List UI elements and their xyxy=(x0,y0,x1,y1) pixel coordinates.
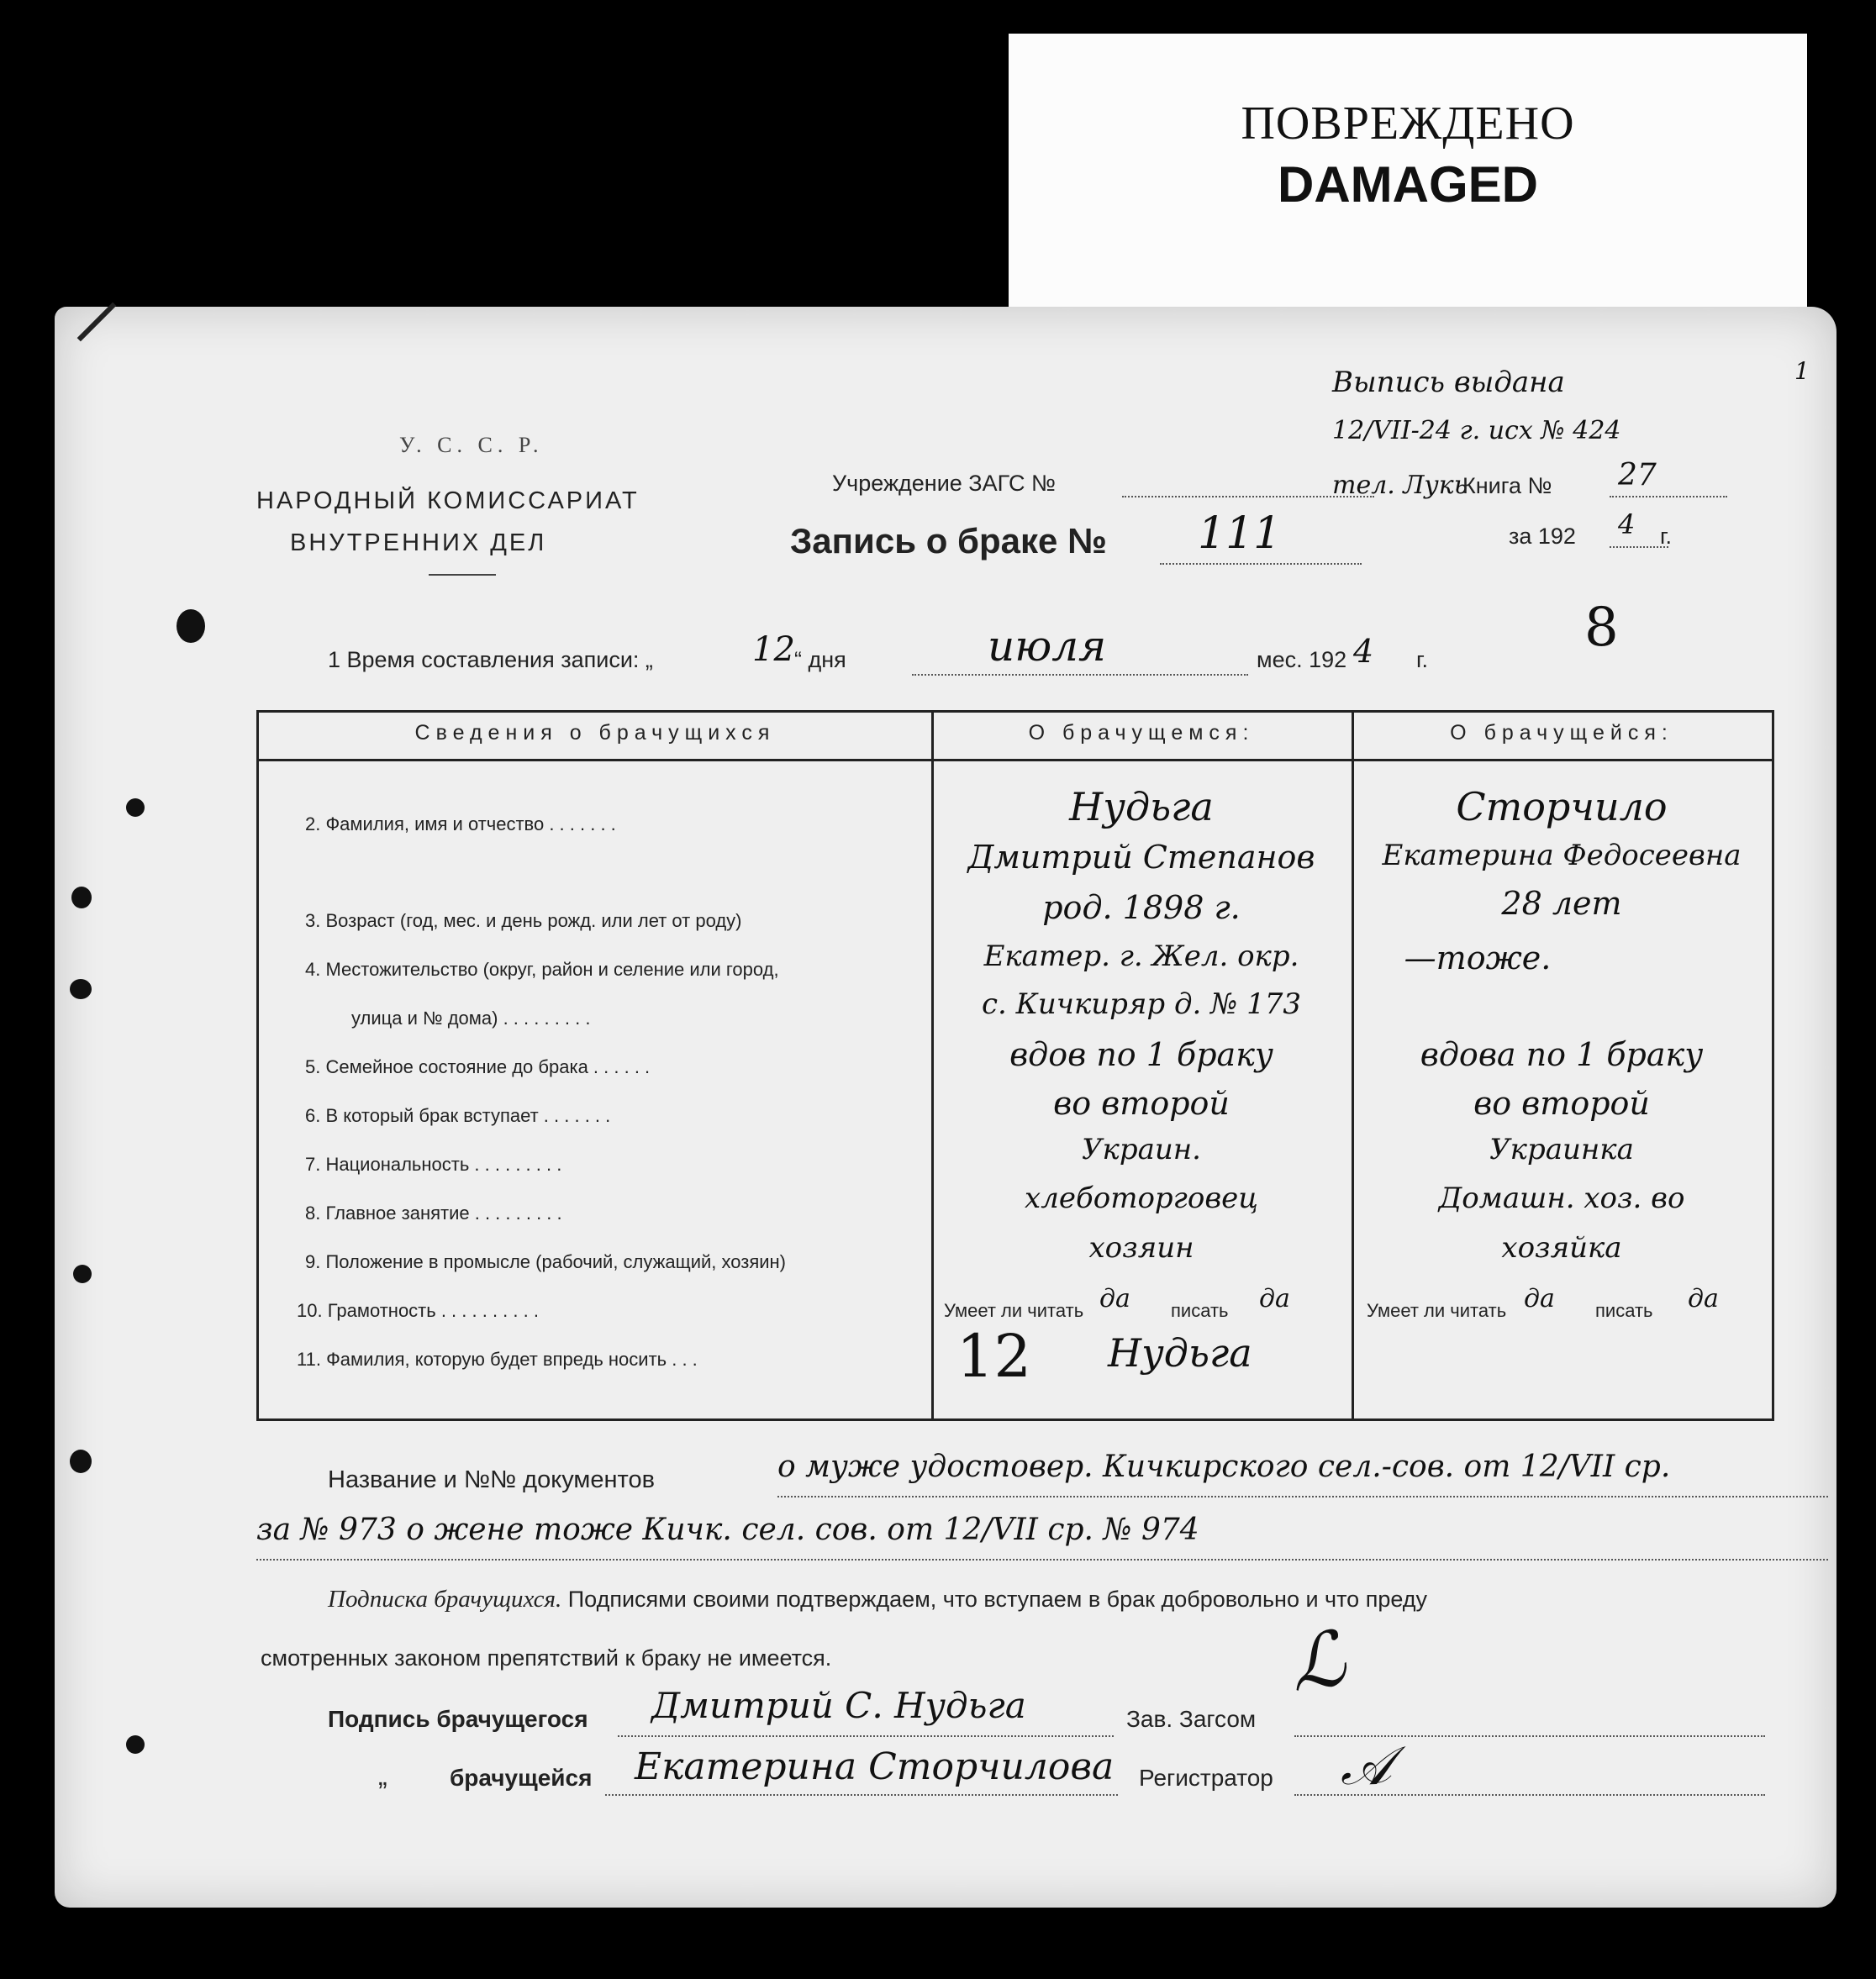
groom-age: род. 1898 г. xyxy=(1042,889,1241,926)
record-number-field xyxy=(1160,563,1362,565)
row-label-future-surname: 11. Фамилия, которую будет впредь носить . . . xyxy=(297,1349,698,1370)
commissariat-line-1: НАРОДНЫЙ КОМИССАРИАТ xyxy=(256,487,640,514)
groom-surname: Нудьга xyxy=(1069,784,1214,829)
row-label-nationality: 7. Национальность . . . . . . . . . xyxy=(305,1154,562,1175)
punch-hole xyxy=(126,798,145,817)
page-mark: 8 xyxy=(1584,597,1619,659)
punch-hole xyxy=(73,1265,92,1283)
registrar-signature: 𝒜 xyxy=(1341,1735,1392,1797)
record-title: Запись о браке № xyxy=(790,521,1107,561)
bride-marital-status: вдова по 1 браку xyxy=(1420,1036,1704,1073)
year-suffix: г. xyxy=(1660,524,1673,549)
header-row-divider xyxy=(259,759,1772,761)
punch-hole xyxy=(126,1735,145,1754)
time-day: 12 xyxy=(752,630,795,669)
groom-signature: Дмитрий С. Нудьга xyxy=(651,1685,1026,1726)
groom-position: хозяин xyxy=(1088,1231,1194,1265)
year-digit: 4 xyxy=(1618,508,1636,540)
groom-nationality: Украин. xyxy=(1081,1133,1201,1166)
bride-signature: Екатерина Сторчилова xyxy=(635,1745,1115,1788)
documents-line-1: о муже удостовер. Кичкирского сел.-сов. от 12/VII ср. xyxy=(777,1450,1671,1484)
commissariat-line-2: ВНУТРЕННИХ ДЕЛ xyxy=(290,529,547,556)
groom-residence-2: с. Кичкиряр д. № 173 xyxy=(981,987,1302,1021)
marriage-record-sheet xyxy=(55,307,1836,1908)
row-label-residence-cont: улица и № дома) . . . . . . . . . xyxy=(351,1008,591,1029)
time-year-suffix: г. xyxy=(1416,647,1429,672)
bride-nationality: Украинка xyxy=(1489,1133,1634,1166)
documents-line-2: за № 973 о жене тоже Кичк. сел. сов. от 12/VII ср. № 974 xyxy=(256,1513,1199,1547)
time-year-digit: 4 xyxy=(1353,633,1374,670)
spouses-table xyxy=(256,710,1774,1421)
col-header-bride: О брачущейся: xyxy=(1450,721,1673,745)
margin-note-line-1: Выпись выдана xyxy=(1332,366,1565,399)
bride-read-label: Умеет ли читать xyxy=(1367,1300,1507,1321)
bride-residence: —тоже. xyxy=(1404,939,1552,976)
groom-write-value: да xyxy=(1259,1284,1290,1313)
time-line-prefix: 1 Время составления записи: „ xyxy=(328,647,653,672)
bride-occupation: Домашн. хоз. во xyxy=(1438,1182,1685,1215)
bride-read-value: да xyxy=(1524,1284,1555,1313)
quote-mark: „ xyxy=(378,1761,387,1791)
registrar-label: Регистратор xyxy=(1139,1765,1273,1791)
documents-field-2 xyxy=(256,1559,1828,1561)
documents-label: Название и №№ документов xyxy=(328,1466,655,1493)
row-label-position: 9. Положение в промысле (рабочий, служащий, хозяин) xyxy=(305,1251,786,1272)
row-label-age: 3. Возраст (год, мес. и день рожд. или лет от роду) xyxy=(305,910,742,931)
groom-read-label: Умеет ли читать xyxy=(944,1300,1084,1321)
documents-field-1 xyxy=(777,1496,1828,1497)
punch-hole xyxy=(177,609,205,643)
groom-residence-1: Екатер. г. Жел. окр. xyxy=(983,939,1299,973)
time-month-suffix: мес. 192 xyxy=(1257,647,1347,672)
groom-signature-field xyxy=(618,1735,1114,1737)
future-surname: Нудьга xyxy=(1108,1330,1252,1376)
bride-age: 28 лет xyxy=(1501,885,1622,922)
header-divider xyxy=(429,574,496,576)
book-number: 27 xyxy=(1618,458,1657,492)
row-label-marital-status: 5. Семейное состояние до брака . . . . . . xyxy=(305,1056,651,1077)
damaged-label-en: DAMAGED xyxy=(1278,156,1538,213)
groom-occupation: хлеботорговец xyxy=(1025,1182,1258,1215)
damaged-label-ru: ПОВРЕЖДЕНО xyxy=(1241,97,1575,150)
declaration-line-1 xyxy=(328,1586,1427,1613)
bride-write-label: писать xyxy=(1595,1300,1653,1321)
corner-fold-mark xyxy=(77,303,117,342)
punch-hole xyxy=(70,1450,92,1473)
margin-note-line-3: тел. Лукь xyxy=(1332,471,1468,500)
row-label-literacy: 10. Грамотность . . . . . . . . . . xyxy=(297,1300,539,1321)
declaration-text-2: смотренных законом препятствий к браку не имеется. xyxy=(261,1645,832,1671)
groom-given-name: Дмитрий Степанов xyxy=(967,839,1315,876)
bride-given-name: Екатерина Федосеевна xyxy=(1382,839,1742,872)
punch-hole xyxy=(70,979,92,999)
groom-marital-status: вдов по 1 браку xyxy=(1009,1036,1273,1073)
head-of-registry-label: Зав. Загсом xyxy=(1126,1706,1257,1732)
col-header-info: Сведения о брачущихся xyxy=(414,721,776,745)
col-header-groom: О брачущемся: xyxy=(1028,721,1255,745)
corner-page-mark: 1 xyxy=(1794,357,1810,385)
republic-label: У. С. С. Р. xyxy=(399,433,544,457)
head-signature: ℒ xyxy=(1284,1613,1351,1710)
row-label-residence: 4. Местожительство (округ, район и селение или город, xyxy=(305,959,779,980)
row-label-occupation: 8. Главное занятие . . . . . . . . . xyxy=(305,1203,562,1224)
year-label: за 192 xyxy=(1509,524,1576,549)
groom-signature-label: Подпись брачущегося xyxy=(328,1706,588,1732)
bride-signature-label: брачущейся xyxy=(450,1765,593,1791)
time-day-suffix: “ дня xyxy=(794,647,846,672)
future-surname-row-number: 12 xyxy=(956,1322,1032,1391)
groom-read-value: да xyxy=(1099,1284,1130,1313)
bride-signature-field xyxy=(605,1794,1118,1796)
row-label-marriage-count: 6. В который брак вступает . . . . . . . xyxy=(305,1105,611,1126)
institution-label: Учреждение ЗАГС № xyxy=(832,471,1056,496)
declaration-text-1: Подписями своими подтверждаем, что вступаем в брак добровольно и что преду xyxy=(567,1587,1428,1612)
book-number-field xyxy=(1610,496,1727,497)
punch-hole xyxy=(71,887,92,908)
row-label-name: 2. Фамилия, имя и отчество . . . . . . . xyxy=(305,813,616,834)
bride-surname: Сторчило xyxy=(1456,784,1668,829)
bride-position: хозяйка xyxy=(1501,1231,1622,1265)
time-month-field xyxy=(912,674,1248,676)
declaration-title: Подписка брачущихся. xyxy=(328,1586,562,1613)
book-label: Книга № xyxy=(1462,473,1552,498)
groom-marriage-count: во второй xyxy=(1053,1085,1230,1122)
margin-note-line-2: 12/VII-24 г. исх № 424 xyxy=(1332,416,1621,445)
bride-marriage-count: во второй xyxy=(1473,1085,1650,1122)
record-number: 111 xyxy=(1198,508,1282,559)
bride-write-value: да xyxy=(1688,1284,1719,1313)
time-month: июля xyxy=(988,622,1107,671)
groom-write-label: писать xyxy=(1171,1300,1229,1321)
